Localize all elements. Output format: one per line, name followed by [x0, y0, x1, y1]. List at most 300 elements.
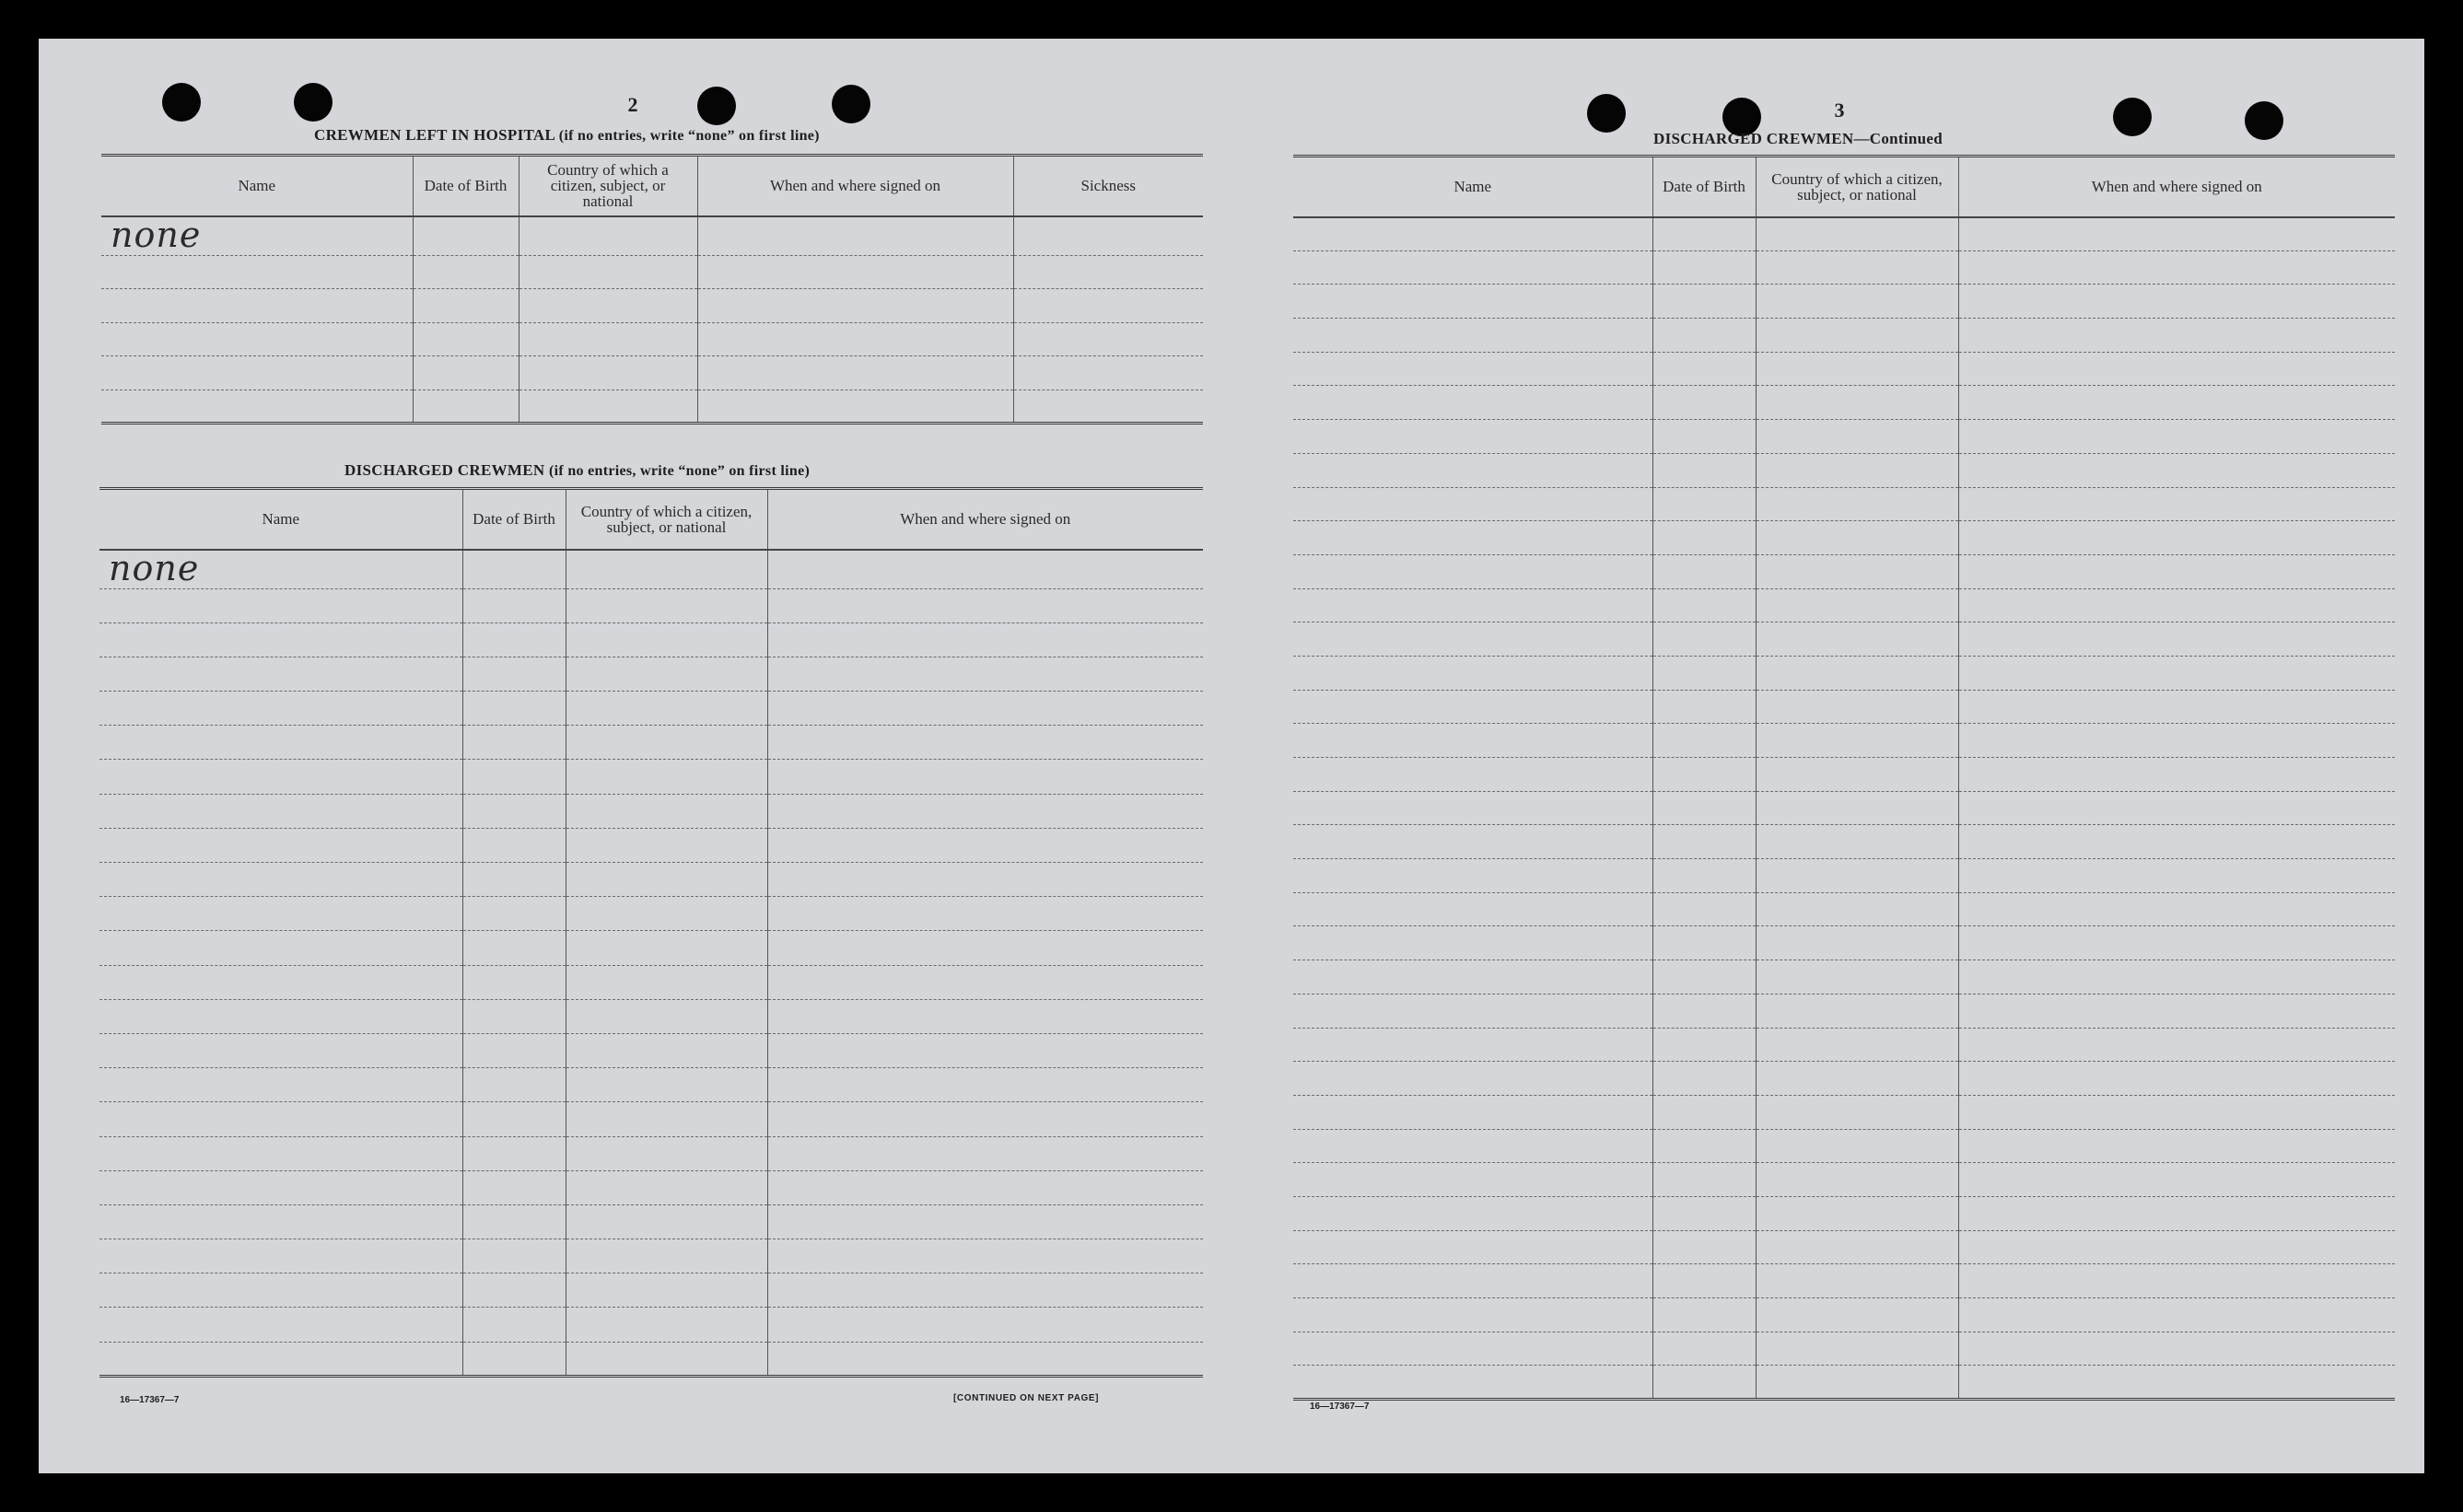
table-cell: [1756, 1264, 1958, 1298]
table-cell: [767, 1033, 1203, 1067]
table-cell: [1293, 622, 1652, 657]
table-row: [99, 1068, 1203, 1102]
table-cell: [519, 216, 697, 256]
table-cell: [1652, 487, 1756, 521]
table-row: [1293, 758, 2395, 792]
table-cell: [1958, 285, 2395, 319]
table-row: [99, 828, 1203, 862]
hospital-section-title: [314, 126, 820, 145]
table-row: [99, 794, 1203, 828]
table-cell: [1652, 926, 1756, 960]
table-cell: [1958, 994, 2395, 1028]
table-cell: [1652, 622, 1756, 657]
table-cell: [1293, 1264, 1652, 1298]
table-cell: [1293, 1332, 1652, 1366]
handwritten-entry: none: [111, 214, 202, 255]
table-cell: [767, 1239, 1203, 1274]
table-row: [1293, 453, 2395, 487]
table-cell: [1958, 758, 2395, 792]
table-cell: [1013, 322, 1203, 356]
discharged-table: [99, 487, 1203, 1378]
table-cell: [99, 965, 462, 999]
table-cell: [1756, 352, 1958, 386]
page-number-left: 2: [627, 93, 638, 116]
table-cell: [1293, 690, 1652, 724]
col-header-signed-on: When and where signed on: [697, 156, 1013, 216]
table-cell: [1652, 1230, 1756, 1264]
table-cell: [1652, 588, 1756, 622]
table-cell: [1652, 1129, 1756, 1163]
table-cell: [99, 1102, 462, 1136]
hospital-table: [101, 154, 1203, 425]
table-row: [1293, 994, 2395, 1028]
table-cell: [1652, 1028, 1756, 1062]
table-row: [1293, 319, 2395, 353]
table-cell: [462, 550, 566, 589]
table-cell: [1756, 250, 1958, 285]
table-row: [99, 657, 1203, 691]
table-cell: [1958, 386, 2395, 420]
table-cell: [697, 216, 1013, 256]
table-cell: [1652, 554, 1756, 588]
table-cell: [462, 931, 566, 965]
table-cell: [1652, 825, 1756, 859]
table-cell: [1958, 825, 2395, 859]
table-cell: [1293, 960, 1652, 994]
table-cell: [462, 794, 566, 828]
table-cell: [1293, 285, 1652, 319]
table-cell: [1293, 758, 1652, 792]
table-row: [1293, 352, 2395, 386]
table-cell: [1756, 960, 1958, 994]
table-cell: [462, 965, 566, 999]
table-cell: [1652, 892, 1756, 926]
table-row: [1293, 1264, 2395, 1298]
table-cell: [1293, 521, 1652, 555]
col-header-country: Country of which a citizen, subject, or national: [519, 156, 697, 216]
table-row: [1293, 1196, 2395, 1230]
table-row: [99, 999, 1203, 1033]
table-cell: [99, 588, 462, 622]
table-cell: [462, 622, 566, 657]
table-cell: [1652, 1196, 1756, 1230]
table-row: [1293, 250, 2395, 285]
table-cell: [99, 1204, 462, 1239]
table-cell: [566, 794, 767, 828]
table-cell: [1652, 453, 1756, 487]
table-cell: [1293, 791, 1652, 825]
table-cell: [99, 547, 462, 589]
col-header-country: Country of which a citizen, subject, or national: [566, 489, 767, 550]
table-cell: [566, 1239, 767, 1274]
table-row: [1293, 1062, 2395, 1096]
table-row: [99, 550, 1203, 589]
table-cell: [767, 1170, 1203, 1204]
table-cell: [1958, 724, 2395, 758]
table-cell: [1756, 217, 1958, 251]
table-cell: [1958, 1298, 2395, 1332]
table-cell: [413, 322, 519, 356]
table-cell: [767, 588, 1203, 622]
table-cell: [1293, 420, 1652, 454]
table-cell: [767, 897, 1203, 931]
table-row: [99, 1308, 1203, 1342]
table-cell: [1958, 892, 2395, 926]
table-cell: [697, 322, 1013, 356]
table-cell: [1293, 1196, 1652, 1230]
table-cell: [1958, 960, 2395, 994]
table-cell: [1293, 554, 1652, 588]
table-cell: [1958, 554, 2395, 588]
table-cell: [1013, 289, 1203, 323]
table-row: [101, 390, 1203, 424]
table-cell: [99, 1308, 462, 1342]
table-row: [1293, 1095, 2395, 1129]
table-cell: [1652, 319, 1756, 353]
table-cell: [1756, 453, 1958, 487]
table-cell: [1756, 1196, 1958, 1230]
page-number-right: 3: [1834, 99, 1845, 122]
punch-hole: [832, 85, 870, 123]
hospital-title-text: CREWMEN LEFT IN HOSPITAL: [314, 126, 555, 144]
table-cell: [1652, 1366, 1756, 1400]
table-row: [1293, 487, 2395, 521]
table-row: [99, 931, 1203, 965]
table-row: [1293, 690, 2395, 724]
table-cell: [99, 999, 462, 1033]
table-cell: [1652, 250, 1756, 285]
table-row: [1293, 892, 2395, 926]
table-row: [99, 1033, 1203, 1067]
table-cell: [767, 1068, 1203, 1102]
table-cell: [566, 1102, 767, 1136]
table-cell: [462, 1170, 566, 1204]
table-cell: [101, 216, 413, 256]
table-cell: [519, 289, 697, 323]
table-row: [1293, 386, 2395, 420]
table-cell: [99, 726, 462, 760]
table-row: [1293, 217, 2395, 251]
table-cell: [566, 1274, 767, 1308]
table-cell: [1293, 926, 1652, 960]
table-row: [99, 1170, 1203, 1204]
table-cell: [1756, 319, 1958, 353]
table-cell: [1756, 622, 1958, 657]
table-cell: [99, 1342, 462, 1376]
table-row: [1293, 554, 2395, 588]
table-cell: [767, 1136, 1203, 1170]
table-row: [1293, 1332, 2395, 1366]
document-sheet: [39, 39, 2424, 1473]
table-cell: [462, 897, 566, 931]
table-cell: [1652, 690, 1756, 724]
table-cell: [99, 1033, 462, 1067]
table-cell: [99, 863, 462, 897]
table-cell: [1756, 690, 1958, 724]
table-row: [99, 588, 1203, 622]
table-cell: [462, 1239, 566, 1274]
table-cell: [767, 794, 1203, 828]
table-cell: [1293, 217, 1652, 251]
table-cell: [462, 1068, 566, 1102]
table-cell: [1958, 453, 2395, 487]
discharged-title-text: DISCHARGED CREWMEN: [344, 461, 545, 479]
table-cell: [566, 1068, 767, 1102]
punch-hole: [294, 83, 333, 122]
table-cell: [101, 255, 413, 289]
table-cell: [566, 965, 767, 999]
table-cell: [767, 760, 1203, 794]
table-cell: [566, 1342, 767, 1376]
table-cell: [1958, 1062, 2395, 1096]
table-cell: [462, 726, 566, 760]
table-cell: [1958, 656, 2395, 690]
table-cell: [99, 622, 462, 657]
table-cell: [1652, 420, 1756, 454]
table-cell: [1293, 1095, 1652, 1129]
table-cell: [462, 1308, 566, 1342]
table-row: [1293, 622, 2395, 657]
table-cell: [462, 657, 566, 691]
table-cell: [1958, 791, 2395, 825]
table-cell: [1652, 1163, 1756, 1197]
table-cell: [767, 550, 1203, 589]
table-cell: [1293, 724, 1652, 758]
table-row: [99, 965, 1203, 999]
table-cell: [413, 216, 519, 256]
table-cell: [697, 390, 1013, 424]
table-cell: [99, 828, 462, 862]
table-cell: [767, 692, 1203, 726]
table-cell: [1652, 960, 1756, 994]
table-cell: [1958, 622, 2395, 657]
col-header-signed-on: When and where signed on: [767, 489, 1203, 550]
table-cell: [1013, 390, 1203, 424]
table-row: [99, 1274, 1203, 1308]
table-cell: [767, 931, 1203, 965]
col-header-date-of-birth: Date of Birth: [1652, 157, 1756, 217]
table-cell: [1756, 1163, 1958, 1197]
table-cell: [1756, 386, 1958, 420]
table-row: [1293, 1163, 2395, 1197]
table-cell: [1652, 1264, 1756, 1298]
table-cell: [1652, 859, 1756, 893]
table-row: [99, 1204, 1203, 1239]
col-header-signed-on: When and where signed on: [1958, 157, 2395, 217]
table-cell: [566, 863, 767, 897]
table-cell: [1958, 1332, 2395, 1366]
table-cell: [1293, 487, 1652, 521]
table-cell: [1756, 1062, 1958, 1096]
table-row: [1293, 859, 2395, 893]
col-header-country: Country of which a citizen, subject, or national: [1756, 157, 1958, 217]
table-cell: [1293, 1163, 1652, 1197]
table-cell: [566, 550, 767, 589]
table-cell: [462, 1204, 566, 1239]
table-cell: [1756, 588, 1958, 622]
table-cell: [767, 1102, 1203, 1136]
table-cell: [697, 255, 1013, 289]
continued-note: [CONTINUED ON NEXT PAGE]: [953, 1393, 1100, 1403]
table-cell: [566, 999, 767, 1033]
table-row: [1293, 960, 2395, 994]
table-cell: [519, 356, 697, 390]
table-cell: [1958, 1095, 2395, 1129]
hospital-instruction: (if no entries, write “none” on first line): [558, 128, 820, 144]
table-cell: [1652, 994, 1756, 1028]
table-cell: [1958, 1366, 2395, 1400]
table-cell: [566, 1033, 767, 1067]
table-row: [99, 897, 1203, 931]
col-header-name: Name: [1293, 157, 1652, 217]
table-cell: [519, 322, 697, 356]
table-cell: [1958, 1264, 2395, 1298]
table-cell: [1958, 521, 2395, 555]
table-row: [1293, 656, 2395, 690]
table-cell: [1756, 1028, 1958, 1062]
table-cell: [413, 289, 519, 323]
table-cell: [1293, 892, 1652, 926]
table-cell: [1013, 255, 1203, 289]
table-cell: [767, 863, 1203, 897]
table-cell: [1293, 588, 1652, 622]
table-row: [99, 726, 1203, 760]
table-cell: [1652, 386, 1756, 420]
table-row: [99, 622, 1203, 657]
table-cell: [462, 999, 566, 1033]
table-cell: [767, 828, 1203, 862]
table-cell: [1958, 420, 2395, 454]
table-cell: [1958, 1028, 2395, 1062]
table-cell: [462, 588, 566, 622]
table-cell: [413, 356, 519, 390]
form-code-left: 16—17367—7: [120, 1395, 180, 1405]
table-cell: [1652, 1062, 1756, 1096]
table-row: [101, 255, 1203, 289]
table-row: [1293, 724, 2395, 758]
table-cell: [1293, 250, 1652, 285]
table-cell: [1293, 1028, 1652, 1062]
table-cell: [462, 1033, 566, 1067]
punch-hole: [697, 87, 736, 125]
table-cell: [1652, 791, 1756, 825]
table-cell: [1652, 352, 1756, 386]
table-cell: [1652, 217, 1756, 251]
table-cell: [99, 1170, 462, 1204]
col-header-date-of-birth: Date of Birth: [462, 489, 566, 550]
form-code-right: 16—17367—7: [1310, 1402, 1370, 1412]
table-cell: [1958, 352, 2395, 386]
table-cell: [1756, 1129, 1958, 1163]
table-cell: [566, 692, 767, 726]
table-cell: [1756, 521, 1958, 555]
table-cell: [566, 931, 767, 965]
table-cell: [1293, 319, 1652, 353]
table-cell: [99, 1068, 462, 1102]
table-cell: [1958, 1196, 2395, 1230]
table-cell: [99, 794, 462, 828]
table-cell: [1756, 1095, 1958, 1129]
handwritten-entry: none: [109, 547, 200, 588]
table-cell: [1756, 758, 1958, 792]
table-cell: [1958, 926, 2395, 960]
table-cell: [1293, 1062, 1652, 1096]
table-cell: [566, 622, 767, 657]
table-cell: [566, 588, 767, 622]
table-cell: [566, 726, 767, 760]
table-cell: [566, 828, 767, 862]
table-cell: [1958, 217, 2395, 251]
table-cell: [1756, 1298, 1958, 1332]
table-cell: [767, 965, 1203, 999]
table-cell: [767, 726, 1203, 760]
table-cell: [99, 657, 462, 691]
table-cell: [1958, 319, 2395, 353]
table-cell: [1293, 1366, 1652, 1400]
table-cell: [99, 931, 462, 965]
table-row: [1293, 1366, 2395, 1400]
table-cell: [1756, 1332, 1958, 1366]
table-cell: [566, 657, 767, 691]
table-cell: [1293, 825, 1652, 859]
table-cell: [1756, 487, 1958, 521]
table-cell: [767, 999, 1203, 1033]
table-row: [99, 1136, 1203, 1170]
table-cell: [1756, 791, 1958, 825]
table-cell: [767, 657, 1203, 691]
table-cell: [462, 1274, 566, 1308]
table-row: [1293, 1298, 2395, 1332]
discharged-continued-table: [1293, 155, 2395, 1401]
col-header-name: Name: [101, 156, 413, 216]
table-row: [1293, 1230, 2395, 1264]
table-cell: [1293, 1129, 1652, 1163]
table-cell: [566, 1204, 767, 1239]
table-cell: [1756, 724, 1958, 758]
table-cell: [101, 356, 413, 390]
table-row: [1293, 926, 2395, 960]
table-cell: [1652, 724, 1756, 758]
table-row: [101, 356, 1203, 390]
punch-hole: [162, 83, 201, 122]
table-row: [99, 1239, 1203, 1274]
table-cell: [413, 390, 519, 424]
table-cell: [519, 255, 697, 289]
table-cell: [697, 289, 1013, 323]
table-cell: [566, 897, 767, 931]
table-cell: [767, 1204, 1203, 1239]
table-cell: [1293, 352, 1652, 386]
table-cell: [1652, 521, 1756, 555]
punch-hole: [2113, 98, 2152, 136]
table-row: [101, 289, 1203, 323]
table-cell: [1013, 216, 1203, 256]
table-cell: [462, 1136, 566, 1170]
table-row: [99, 1342, 1203, 1376]
table-cell: [1958, 1129, 2395, 1163]
table-cell: [1652, 1332, 1756, 1366]
table-cell: [1958, 250, 2395, 285]
table-cell: [1958, 1163, 2395, 1197]
table-cell: [413, 255, 519, 289]
table-cell: [1756, 554, 1958, 588]
table-cell: [1756, 859, 1958, 893]
table-cell: [519, 390, 697, 424]
col-header-sickness: Sickness: [1013, 156, 1203, 216]
table-row: [1293, 791, 2395, 825]
table-cell: [462, 1102, 566, 1136]
table-cell: [1652, 1298, 1756, 1332]
